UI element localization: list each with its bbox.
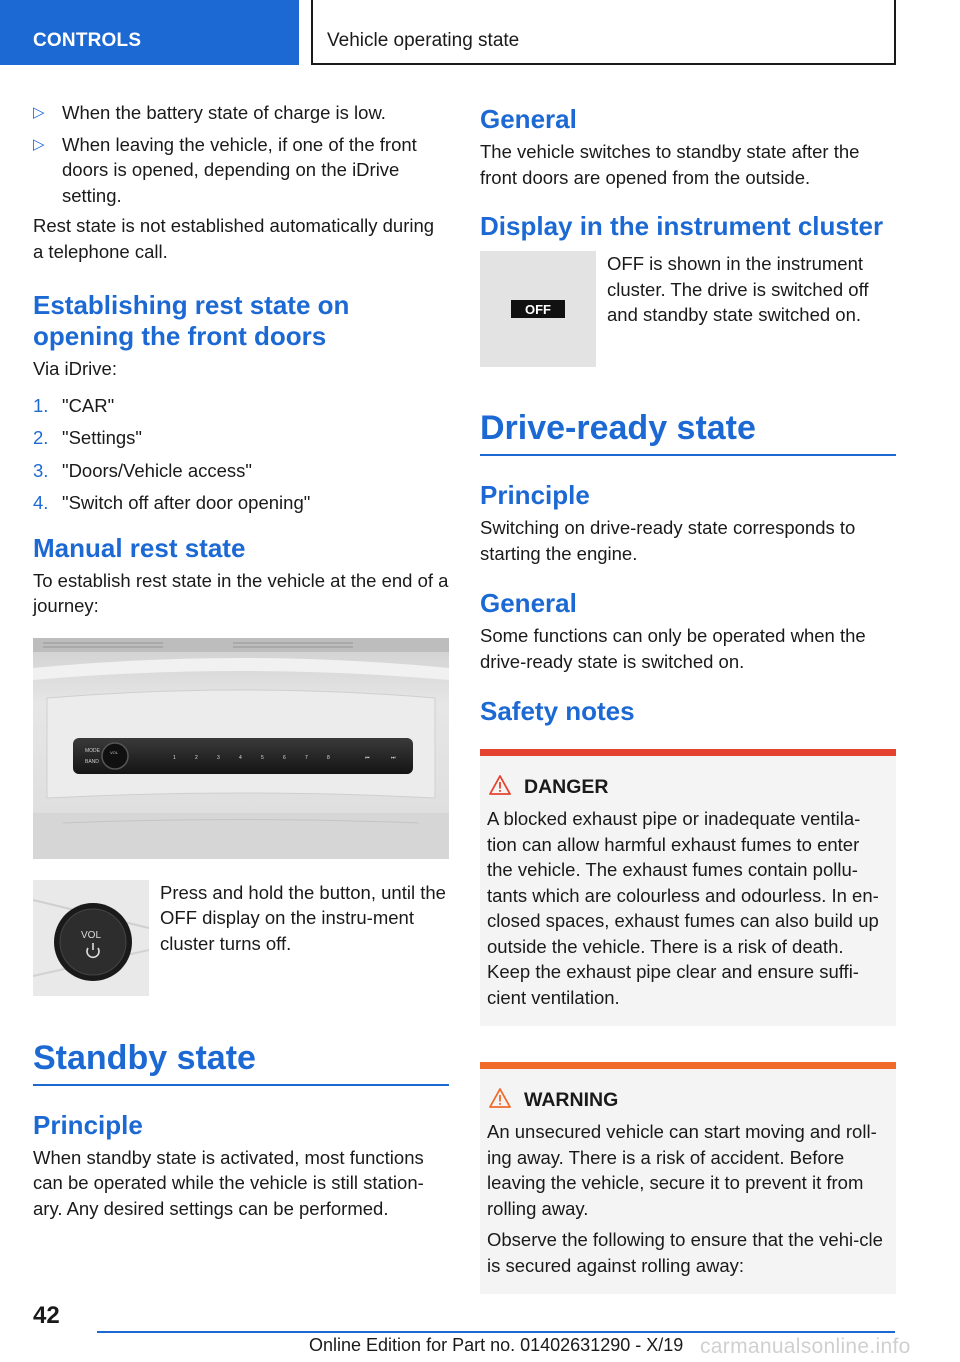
heading-display-cluster: Display in the instrument cluster [480, 211, 884, 241]
heading-manual-rest-state: Manual rest state [33, 532, 246, 563]
principle-text: When standby state is activated, most functions can be operated while the vehicle is still station-ary. Any desired settings can be performed. [33, 1146, 424, 1219]
steps-list [33, 393, 449, 516]
watermark: carmanualsonline.info [700, 1335, 911, 1358]
right-column [480, 100, 896, 1294]
svg-text:3: 3 [217, 754, 220, 761]
heading-principle: Principle [33, 1109, 143, 1140]
heading-drive-ready-state: Drive-ready state [480, 408, 896, 456]
bullet-text: When leaving the vehicle, if one of the front doors is opened, depending on the iDrive setting. [62, 133, 417, 206]
warning-title: WARNING [487, 1087, 888, 1113]
off-display-row [480, 251, 896, 367]
off-display-image [480, 251, 596, 367]
manual-text: To establish rest state in the vehicle at the end of a journey: [33, 569, 449, 616]
svg-text:7: 7 [305, 754, 308, 761]
edition-text: Online Edition for Part no. 01402631290 - X/19 [309, 1335, 684, 1355]
list-item: 1. "CAR" [33, 394, 115, 416]
dashboard-photo [33, 638, 449, 859]
knob-instruction [33, 880, 449, 996]
chapter-box [311, 0, 896, 65]
list-item [33, 132, 449, 209]
warning-text: An unsecured vehicle can start moving and roll-ing away. There is a risk of accident. Before leaving the vehicle, secure it to prevent it from rolling away. [487, 1121, 877, 1219]
heading-safety-notes: Safety notes [480, 696, 635, 726]
list-item: 3. "Doors/Vehicle access" [33, 459, 252, 481]
svg-text:VOL: VOL [110, 749, 119, 755]
general-text: The vehicle switches to standby state after the front doors are opened from the outside. [480, 141, 860, 188]
radio-panel-illustration [33, 638, 449, 859]
svg-text:⏮: ⏮ [365, 754, 370, 761]
chapter-title: Vehicle operating state [327, 30, 520, 51]
warning-triangle-icon [489, 775, 511, 795]
heading-general: General [480, 588, 577, 618]
svg-text:6: 6 [283, 754, 286, 761]
danger-text: A blocked exhaust pipe or inadequate ventila-tion can allow harmful exhaust fumes to enter the vehicle. The exhaust fumes contain pollu-tants which are colourless and odourless. In en-closed spaces, exhaust fumes can also build up outside the vehicle. There is a risk of death. Keep the exhaust pipe clear and ensure suffi-cient ventilation. [487, 808, 879, 1008]
svg-text:8: 8 [327, 754, 330, 761]
svg-text:4: 4 [239, 754, 242, 761]
svg-text:⏭: ⏭ [391, 754, 396, 761]
warning-triangle-icon [489, 1088, 511, 1108]
svg-text:BAND: BAND [85, 758, 99, 765]
rest-note: Rest state is not established automatically during a telephone call. [33, 215, 435, 262]
section-tab [0, 0, 299, 65]
heading-establishing-rest-state: Establishing rest state on opening the front doors [33, 290, 350, 351]
principle-text: Switching on drive-ready state corresponds to starting the engine. [480, 517, 856, 564]
heading-general: General [480, 104, 577, 134]
warning-text: Observe the following to ensure that the vehi-cle is secured against rolling away: [487, 1229, 883, 1276]
via-idrive: Via iDrive: [33, 358, 117, 379]
svg-text:5: 5 [261, 754, 264, 761]
vol-knob-photo [33, 880, 149, 996]
triangle-bullet-icon: ▷ [33, 135, 45, 153]
power-knob-icon [33, 880, 149, 996]
list-item: 2. "Settings" [33, 427, 142, 448]
left-column [33, 100, 449, 1221]
svg-text:MODE: MODE [85, 747, 100, 754]
svg-text:VOL: VOL [81, 929, 102, 941]
danger-notice [480, 749, 896, 1026]
section-title: CONTROLS [33, 30, 142, 51]
triangle-bullet-icon: ▷ [33, 104, 45, 121]
svg-text:OFF: OFF [525, 302, 551, 317]
heading-standby-state: Standby state [33, 1038, 449, 1086]
off-indicator-icon [480, 251, 596, 367]
press-instruction: Press and hold the button, until the OFF display on the instru-ment cluster turns off. [160, 881, 446, 954]
list-item [33, 100, 449, 126]
display-text: OFF is shown in the instrument cluster. The drive is switched off and standby state switched on. [607, 253, 869, 325]
general-text: Some functions can only be operated when the drive-ready state is switched on. [480, 625, 866, 672]
footer-divider [97, 1331, 895, 1333]
list-item: 4. "Switch off after door opening" [33, 492, 311, 513]
heading-principle: Principle [480, 480, 590, 510]
warning-notice [480, 1062, 896, 1294]
svg-text:1: 1 [173, 754, 176, 761]
page-number: 42 [33, 1302, 60, 1329]
danger-title: DANGER [487, 774, 888, 800]
svg-text:2: 2 [195, 754, 198, 761]
bullet-text: When the battery state of charge is low. [62, 102, 386, 123]
